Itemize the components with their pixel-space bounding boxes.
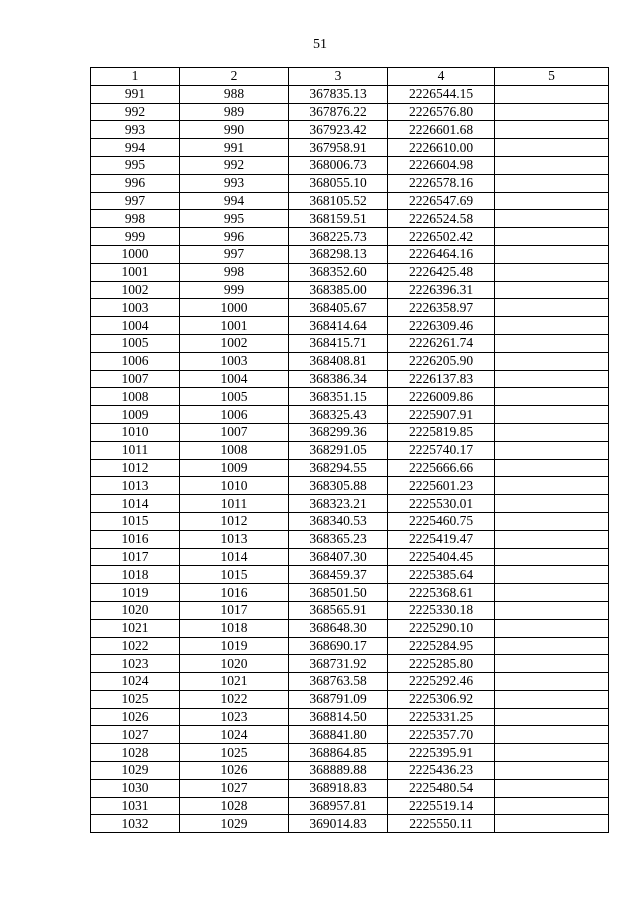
table-cell (495, 584, 609, 602)
table-cell: 1007 (180, 423, 289, 441)
table-cell (495, 352, 609, 370)
table-cell: 367835.13 (289, 85, 388, 103)
table-cell: 368006.73 (289, 156, 388, 174)
table-cell: 1010 (180, 477, 289, 495)
table-cell: 368690.17 (289, 637, 388, 655)
table-cell: 993 (180, 174, 289, 192)
table-cell: 1002 (91, 281, 180, 299)
table-cell: 1031 (91, 797, 180, 815)
table-cell: 998 (91, 210, 180, 228)
table-cell: 368325.43 (289, 406, 388, 424)
table-cell: 1021 (180, 673, 289, 691)
table-cell: 1014 (180, 548, 289, 566)
table-cell: 1032 (91, 815, 180, 833)
table-cell: 1025 (91, 690, 180, 708)
table-row (91, 619, 609, 637)
table-cell (495, 673, 609, 691)
table-cell: 1013 (180, 530, 289, 548)
table-cell (495, 228, 609, 246)
table-cell: 1018 (91, 566, 180, 584)
column-header: 1 (91, 68, 180, 86)
table-cell: 1005 (180, 388, 289, 406)
table-cell: 1003 (91, 299, 180, 317)
table-cell: 1016 (91, 530, 180, 548)
table-cell: 2226358.97 (388, 299, 495, 317)
table-cell (495, 317, 609, 335)
table-cell (495, 174, 609, 192)
table-cell: 1003 (180, 352, 289, 370)
table-cell: 1020 (91, 601, 180, 619)
table-row (91, 245, 609, 263)
table-cell: 2225480.54 (388, 779, 495, 797)
table-cell: 368323.21 (289, 495, 388, 513)
table-row (91, 281, 609, 299)
table-cell (495, 530, 609, 548)
table-cell: 368298.13 (289, 245, 388, 263)
table-cell: 1011 (91, 441, 180, 459)
table-cell: 1006 (91, 352, 180, 370)
table-cell (495, 423, 609, 441)
table-cell (495, 281, 609, 299)
table-cell (495, 548, 609, 566)
table-cell: 1028 (180, 797, 289, 815)
table-cell: 368305.88 (289, 477, 388, 495)
table-row (91, 708, 609, 726)
table-cell: 368957.81 (289, 797, 388, 815)
column-header: 5 (495, 68, 609, 86)
table-row (91, 334, 609, 352)
table-cell: 368299.36 (289, 423, 388, 441)
table-cell: 2225284.95 (388, 637, 495, 655)
table-cell (495, 690, 609, 708)
table-cell: 2226261.74 (388, 334, 495, 352)
table-cell: 2226524.58 (388, 210, 495, 228)
table-cell (495, 263, 609, 281)
table-row (91, 584, 609, 602)
table-cell: 1024 (180, 726, 289, 744)
table-cell: 1008 (91, 388, 180, 406)
table-cell: 994 (180, 192, 289, 210)
table-row (91, 548, 609, 566)
table-cell: 1005 (91, 334, 180, 352)
table-cell: 999 (91, 228, 180, 246)
table-cell: 368225.73 (289, 228, 388, 246)
table-row (91, 174, 609, 192)
table-cell: 2225395.91 (388, 744, 495, 762)
table-cell (495, 334, 609, 352)
table-cell: 1012 (91, 459, 180, 477)
table-cell: 368291.05 (289, 441, 388, 459)
table-cell: 2226464.16 (388, 245, 495, 263)
table-cell: 368352.60 (289, 263, 388, 281)
table-cell: 369014.83 (289, 815, 388, 833)
table-row (91, 744, 609, 762)
table-row (91, 673, 609, 691)
table-cell: 1024 (91, 673, 180, 691)
column-header: 4 (388, 68, 495, 86)
table-cell: 368340.53 (289, 512, 388, 530)
table-cell: 1019 (91, 584, 180, 602)
table-cell (495, 726, 609, 744)
table-cell: 367923.42 (289, 121, 388, 139)
table-cell: 992 (91, 103, 180, 121)
table-row (91, 299, 609, 317)
table-row (91, 192, 609, 210)
table-cell: 997 (180, 245, 289, 263)
table-cell: 368459.37 (289, 566, 388, 584)
table-cell: 368648.30 (289, 619, 388, 637)
table-cell: 1017 (91, 548, 180, 566)
table-row (91, 352, 609, 370)
table-row (91, 406, 609, 424)
table-cell: 1022 (180, 690, 289, 708)
table-row (91, 263, 609, 281)
table-cell (495, 815, 609, 833)
table-cell: 368731.92 (289, 655, 388, 673)
table-row (91, 156, 609, 174)
table-row (91, 423, 609, 441)
table-cell: 1014 (91, 495, 180, 513)
table-cell: 2225819.85 (388, 423, 495, 441)
table-cell (495, 637, 609, 655)
header-row (91, 68, 609, 86)
table-cell: 368918.83 (289, 779, 388, 797)
page-number: 51 (313, 37, 327, 52)
table-cell: 1027 (91, 726, 180, 744)
table-cell (495, 441, 609, 459)
table-cell: 2225907.91 (388, 406, 495, 424)
table-cell: 2226396.31 (388, 281, 495, 299)
table-cell: 1017 (180, 601, 289, 619)
table-cell: 2225519.14 (388, 797, 495, 815)
table-row (91, 779, 609, 797)
table-cell (495, 245, 609, 263)
table-cell: 1008 (180, 441, 289, 459)
table-cell: 368814.50 (289, 708, 388, 726)
table-cell: 2225740.17 (388, 441, 495, 459)
table-cell: 368055.10 (289, 174, 388, 192)
table-cell: 1001 (180, 317, 289, 335)
table-row (91, 388, 609, 406)
table-row (91, 139, 609, 157)
table-cell: 2225306.92 (388, 690, 495, 708)
table-row (91, 655, 609, 673)
table-body (91, 85, 609, 832)
table-cell: 368841.80 (289, 726, 388, 744)
table-cell: 1029 (180, 815, 289, 833)
table-cell: 1016 (180, 584, 289, 602)
table-row (91, 512, 609, 530)
column-header: 3 (289, 68, 388, 86)
table-cell: 367876.22 (289, 103, 388, 121)
table-cell: 368889.88 (289, 762, 388, 780)
table-row (91, 317, 609, 335)
table-cell: 995 (180, 210, 289, 228)
table-cell (495, 797, 609, 815)
table-cell (495, 477, 609, 495)
table-cell: 368385.00 (289, 281, 388, 299)
table-cell (495, 619, 609, 637)
table-cell: 988 (180, 85, 289, 103)
table-cell: 368294.55 (289, 459, 388, 477)
table-cell (495, 655, 609, 673)
table-cell: 2225285.80 (388, 655, 495, 673)
table-row (91, 690, 609, 708)
table-cell: 2225290.10 (388, 619, 495, 637)
table-row (91, 762, 609, 780)
table-cell: 2225666.66 (388, 459, 495, 477)
table-cell: 996 (91, 174, 180, 192)
table-cell: 1021 (91, 619, 180, 637)
table-cell: 1011 (180, 495, 289, 513)
table-row (91, 85, 609, 103)
table-cell (495, 121, 609, 139)
table-cell: 2226601.68 (388, 121, 495, 139)
table-cell: 1006 (180, 406, 289, 424)
table-cell: 2225550.11 (388, 815, 495, 833)
table-cell: 2225404.45 (388, 548, 495, 566)
table-cell: 997 (91, 192, 180, 210)
table-cell: 1000 (91, 245, 180, 263)
table-cell: 368414.64 (289, 317, 388, 335)
table-row (91, 797, 609, 815)
table-cell (495, 388, 609, 406)
table-row (91, 637, 609, 655)
table-cell: 368159.51 (289, 210, 388, 228)
table-cell: 2226502.42 (388, 228, 495, 246)
table-cell: 368408.81 (289, 352, 388, 370)
table-cell: 367958.91 (289, 139, 388, 157)
table-row (91, 210, 609, 228)
table-cell: 368405.67 (289, 299, 388, 317)
table-cell: 1010 (91, 423, 180, 441)
table-cell: 1015 (91, 512, 180, 530)
table-row (91, 566, 609, 584)
table-cell: 2225385.64 (388, 566, 495, 584)
table-cell (495, 495, 609, 513)
table-cell (495, 139, 609, 157)
table-cell (495, 406, 609, 424)
table-cell (495, 156, 609, 174)
table-cell: 2225330.18 (388, 601, 495, 619)
table-cell: 995 (91, 156, 180, 174)
table-cell: 1015 (180, 566, 289, 584)
table-row (91, 370, 609, 388)
table-cell: 1009 (180, 459, 289, 477)
table-cell: 1002 (180, 334, 289, 352)
table-cell (495, 459, 609, 477)
table-cell: 1028 (91, 744, 180, 762)
table-cell (495, 601, 609, 619)
table-cell: 368864.85 (289, 744, 388, 762)
coordinates-table (90, 67, 609, 833)
table-cell: 368386.34 (289, 370, 388, 388)
table-cell: 2226425.48 (388, 263, 495, 281)
table-cell: 991 (91, 85, 180, 103)
table-cell (495, 762, 609, 780)
table-cell: 1012 (180, 512, 289, 530)
table-cell: 368565.91 (289, 601, 388, 619)
table-cell: 1009 (91, 406, 180, 424)
table-cell: 1000 (180, 299, 289, 317)
table-cell: 368105.52 (289, 192, 388, 210)
column-header: 2 (180, 68, 289, 86)
table-row (91, 441, 609, 459)
table-cell: 2226576.80 (388, 103, 495, 121)
table-cell: 1025 (180, 744, 289, 762)
table-row (91, 103, 609, 121)
table-cell: 2226544.15 (388, 85, 495, 103)
table-cell: 2226205.90 (388, 352, 495, 370)
table-cell (495, 210, 609, 228)
table-cell: 994 (91, 139, 180, 157)
table-cell: 2225419.47 (388, 530, 495, 548)
table-cell: 993 (91, 121, 180, 139)
table-cell: 1022 (91, 637, 180, 655)
table-cell: 368407.30 (289, 548, 388, 566)
table-cell: 368415.71 (289, 334, 388, 352)
table-cell: 1026 (91, 708, 180, 726)
table-row (91, 601, 609, 619)
table-cell (495, 85, 609, 103)
table-cell: 2226604.98 (388, 156, 495, 174)
table-row (91, 121, 609, 139)
table-cell: 368501.50 (289, 584, 388, 602)
table-cell: 368365.23 (289, 530, 388, 548)
table-cell (495, 103, 609, 121)
table-cell: 992 (180, 156, 289, 174)
table-cell (495, 370, 609, 388)
table-cell (495, 512, 609, 530)
table-cell (495, 192, 609, 210)
table-row (91, 228, 609, 246)
table-cell (495, 779, 609, 797)
table-cell: 2226610.00 (388, 139, 495, 157)
table-row (91, 477, 609, 495)
table-cell: 368763.58 (289, 673, 388, 691)
table-cell: 991 (180, 139, 289, 157)
table-cell: 990 (180, 121, 289, 139)
table-cell: 1026 (180, 762, 289, 780)
table-cell: 999 (180, 281, 289, 299)
table-cell: 2226009.86 (388, 388, 495, 406)
table-cell: 996 (180, 228, 289, 246)
table-cell: 2225368.61 (388, 584, 495, 602)
table-cell: 998 (180, 263, 289, 281)
table-cell: 1007 (91, 370, 180, 388)
table-cell (495, 744, 609, 762)
table-cell (495, 566, 609, 584)
table-cell (495, 708, 609, 726)
table-cell: 2225357.70 (388, 726, 495, 744)
table-cell: 989 (180, 103, 289, 121)
table-cell: 2226309.46 (388, 317, 495, 335)
table-cell: 2226137.83 (388, 370, 495, 388)
table-cell: 1001 (91, 263, 180, 281)
table-cell: 1019 (180, 637, 289, 655)
table-cell: 2225530.01 (388, 495, 495, 513)
table-cell: 2226578.16 (388, 174, 495, 192)
table-cell: 2225331.25 (388, 708, 495, 726)
table-row (91, 726, 609, 744)
table-cell: 1020 (180, 655, 289, 673)
table-cell: 2226547.69 (388, 192, 495, 210)
table-cell: 368791.09 (289, 690, 388, 708)
table-cell: 1023 (91, 655, 180, 673)
table-row (91, 459, 609, 477)
table-row (91, 495, 609, 513)
table-cell: 1004 (91, 317, 180, 335)
table-cell: 1023 (180, 708, 289, 726)
table-cell: 1030 (91, 779, 180, 797)
table-cell: 1013 (91, 477, 180, 495)
table-cell (495, 299, 609, 317)
table-cell: 368351.15 (289, 388, 388, 406)
table-row (91, 530, 609, 548)
table-cell: 1029 (91, 762, 180, 780)
table-cell: 1004 (180, 370, 289, 388)
table-cell: 1018 (180, 619, 289, 637)
table-row (91, 815, 609, 833)
table-cell: 2225292.46 (388, 673, 495, 691)
table-cell: 2225601.23 (388, 477, 495, 495)
table-cell: 2225460.75 (388, 512, 495, 530)
table-cell: 1027 (180, 779, 289, 797)
table-cell: 2225436.23 (388, 762, 495, 780)
